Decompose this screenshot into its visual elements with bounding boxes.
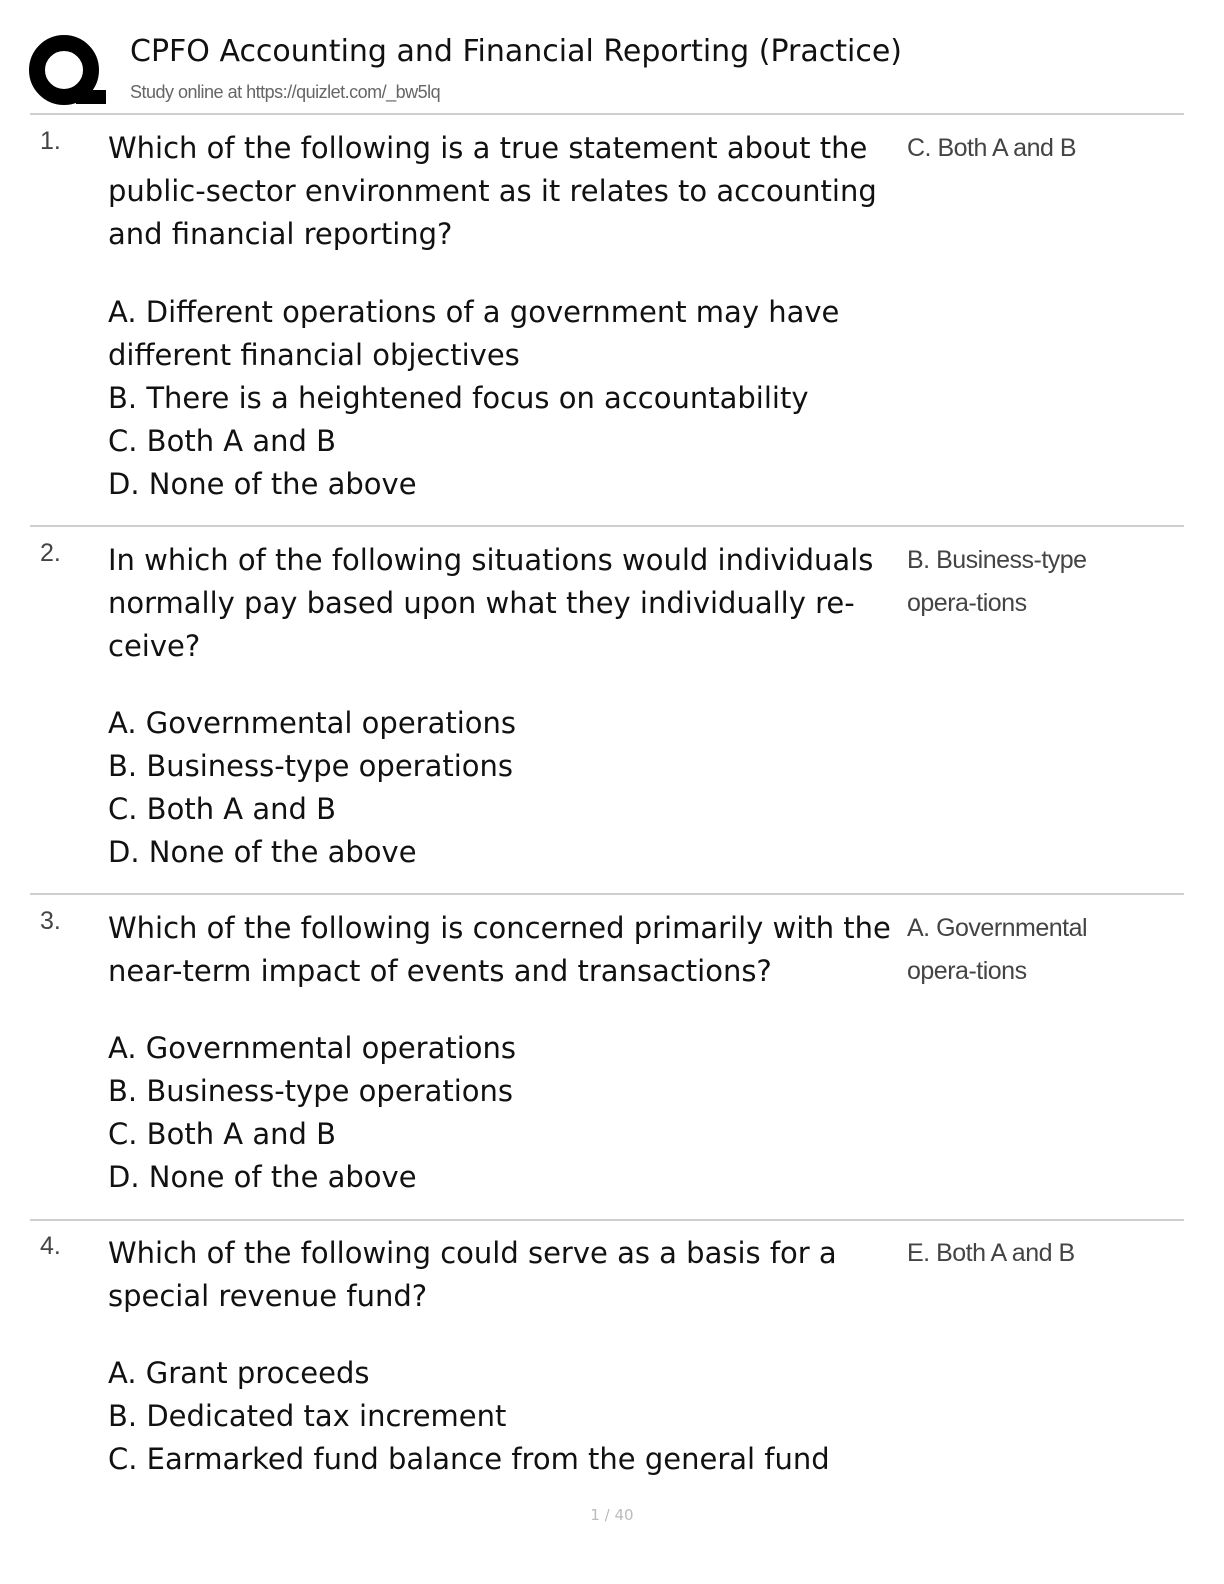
card-question: In which of the following situations would individuals normally pay based upon what they individually re-ceive? [108, 543, 874, 663]
option: A. Grant proceeds [108, 1356, 370, 1390]
flashcard [30, 907, 1184, 1207]
option: B. Business-type operations [108, 1074, 514, 1108]
card-options [108, 702, 908, 874]
option: B. There is a heightened focus on accountability [108, 381, 809, 415]
option: B. Dedicated tax increment [108, 1399, 507, 1433]
option: D. None of the above [108, 835, 417, 869]
option: D. None of the above [108, 467, 417, 501]
option: C. Both A and B [108, 792, 337, 826]
card-options [108, 291, 908, 506]
card-answer: A. Governmental opera-tions [907, 914, 1088, 985]
quizlet-logo-icon [28, 34, 108, 114]
option: A. Governmental operations [108, 706, 517, 740]
option: A. Governmental operations [108, 1031, 517, 1065]
flashcard [30, 1232, 1184, 1492]
card-question: Which of the following is a true statement about the public-sector environment as it relates to accounting and financial reporting? [108, 131, 877, 251]
card-number: 1. [40, 127, 61, 155]
card-question: Which of the following is concerned primarily with the near-term impact of events and transactions? [108, 911, 891, 988]
option: C. Both A and B [108, 1117, 337, 1151]
option: B. Business-type operations [108, 749, 514, 783]
study-link[interactable]: Study online at https://quizlet.com/_bw5lq [130, 82, 441, 102]
flashcard [30, 539, 1184, 879]
card-answer: E. Both A and B [907, 1239, 1075, 1267]
card-number: 4. [40, 1232, 61, 1260]
divider [30, 113, 1184, 115]
flashcard [30, 127, 1184, 512]
page-number: 1 / 40 [590, 1506, 634, 1524]
option: C. Earmarked fund balance from the general fund [108, 1442, 830, 1476]
divider [30, 893, 1184, 895]
card-number: 3. [40, 907, 61, 935]
option: A. Different operations of a government may have [108, 295, 840, 329]
option: D. None of the above [108, 1160, 417, 1194]
card-options [108, 1027, 908, 1199]
card-answer: C. Both A and B [907, 134, 1077, 162]
card-answer: B. Business-type opera-tions [907, 546, 1087, 617]
option: different financial objectives [108, 338, 520, 372]
divider [30, 1219, 1184, 1221]
card-question: Which of the following could serve as a basis for a special revenue fund? [108, 1236, 837, 1313]
document-title: CPFO Accounting and Financial Reporting (Practice) [130, 34, 902, 69]
card-options [108, 1352, 908, 1481]
page-header [28, 28, 1184, 114]
option: C. Both A and B [108, 424, 337, 458]
divider [30, 525, 1184, 527]
card-number: 2. [40, 539, 61, 567]
